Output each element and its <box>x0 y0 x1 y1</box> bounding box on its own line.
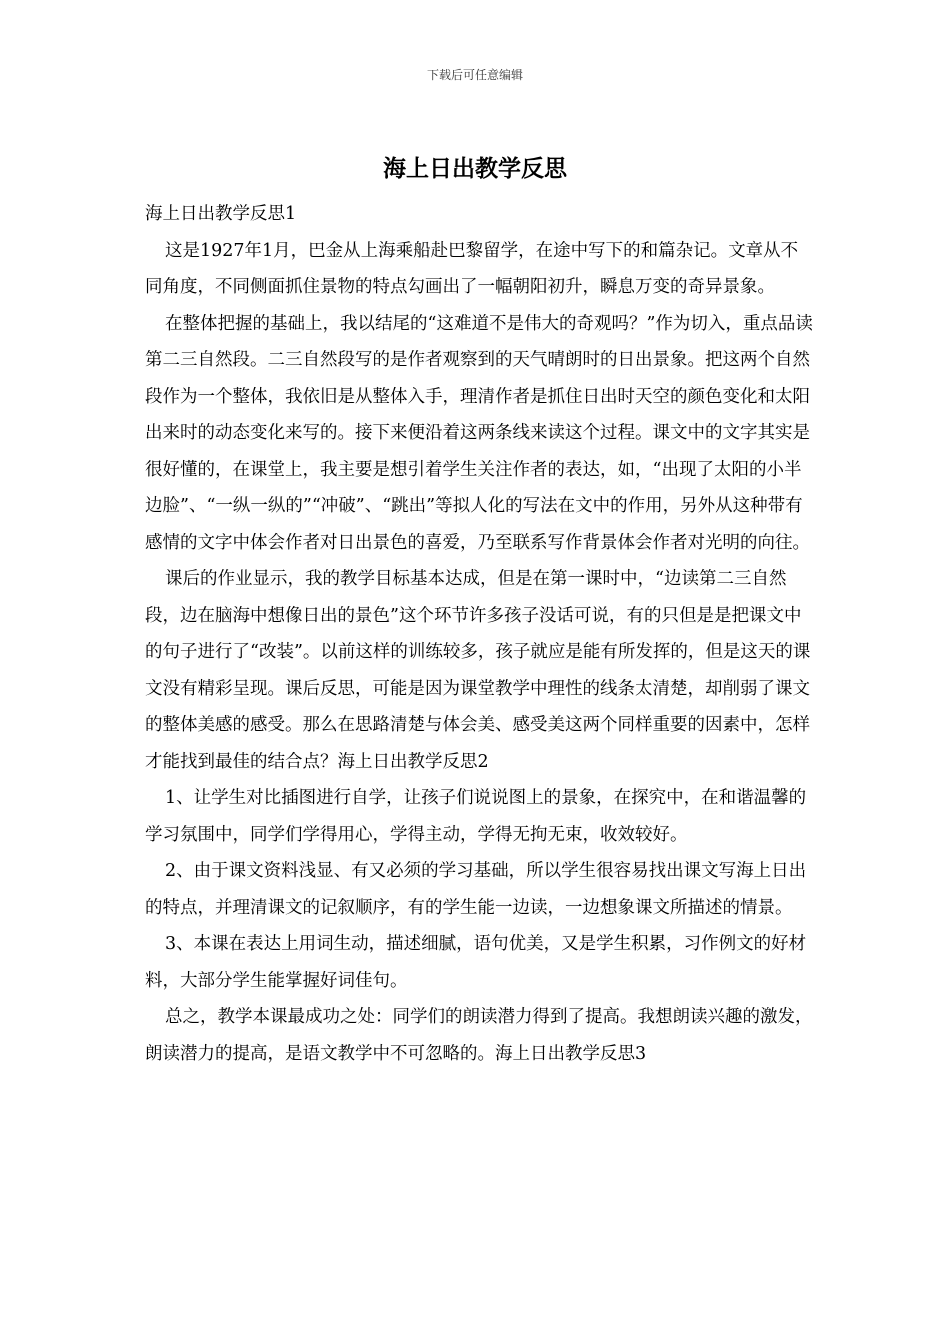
paragraph: 在整体把握的基础上，我以结尾的“这难道不是伟大的奇观吗？”作为切入，重点品读第二三自然段。二三自然段写的是作者观察到的天气晴朗时的日出景象。把这两个自然段作为一个整体，我依旧是从整体入手，理清作者是抓住日出时天空的颜色变化和太阳出来时的动态变化来写的。接下来便沿着这两条线来读这个过程。课文中的文字其实是很好懂的，在课堂上，我主要是想引着学生关注作者的表达，如，“出现了太阳的小半边脸”、“一纵一纵的”“冲破”、“跳出”等拟人化的写法在文中的作用，另外从这种带有感情的文字中体会作者对日出景色的喜爱，乃至联系写作背景体会作者对光明的向往。 <box>145 313 813 553</box>
section-heading: 海上日出教学反思1 <box>145 204 297 224</box>
paragraph: 2、由于课文资料浅显、有又必须的学习基础，所以学生很容易找出课文写海上日出的特点，并理清课文的记叙顺序，有的学生能一边读，一边想象课文所描述的情景。 <box>145 861 807 918</box>
paragraph: 1、让学生对比插图进行自学，让孩子们说说图上的景象，在探究中，在和谐温馨的学习氛围中，同学们学得用心，学得主动，学得无拘无束，收效较好。 <box>145 788 807 845</box>
paragraph: 总之，教学本课最成功之处：同学们的朗读潜力得到了提高。我想朗读兴趣的激发，朗读潜力的提高，是语文教学中不可忽略的。海上日出教学反思3 <box>145 1007 813 1064</box>
article-body <box>145 196 813 1072</box>
paragraph: 课后的作业显示，我的教学目标基本达成，但是在第一课时中，“边读第二三自然段，边在脑海中想像日出的景色”这个环节许多孩子没话可说，有的只但是是把课文中的句子进行了“改装”。以前这样的训练较多，孩子就应是能有所发挥的，但是这天的课文没有精彩呈现。课后反思，可能是因为课堂教学中理性的线条太清楚，却削弱了课文的整体美感的感受。那么在思路清楚与体会美、感受美这两个同样重要的因素中，怎样才能找到最佳的结合点？海上日出教学反思2 <box>145 569 811 772</box>
paragraph: 这是1927年1月，巴金从上海乘船赴巴黎留学，在途中写下的和篇杂记。文章从不同角度，不同侧面抓住景物的特点勾画出了一幅朝阳初升，瞬息万变的奇异景象。 <box>145 240 799 297</box>
page-title: 海上日出教学反思 <box>383 155 567 182</box>
header-note: 下载后可任意编辑 <box>426 68 523 82</box>
paragraph: 3、本课在表达上用词生动，描述细腻，语句优美，又是学生积累，习作例文的好材料，大部分学生能掌握好词佳句。 <box>145 934 807 991</box>
